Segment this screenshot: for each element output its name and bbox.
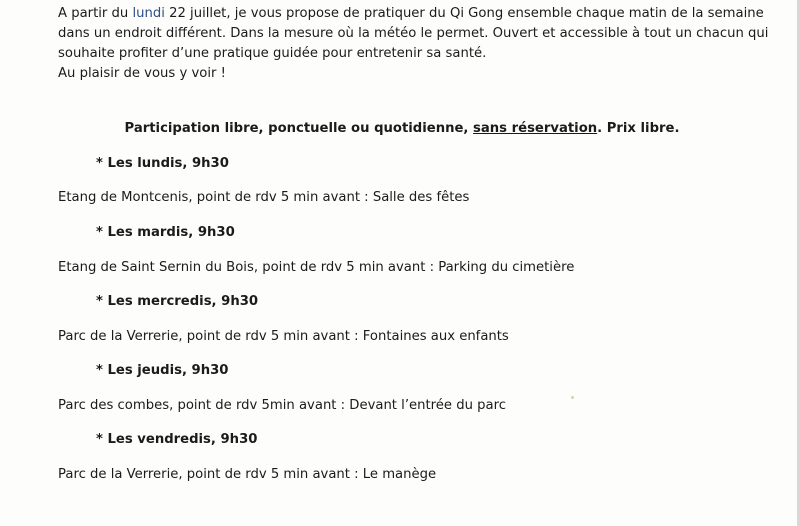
participation-line — [0, 120, 800, 138]
participation-end: . Prix libre. — [597, 121, 680, 136]
scan-speck — [571, 396, 574, 399]
schedule-location-wednesday: Parc de la Verrerie, point de rdv 5 min avant : Fontaines aux enfants — [58, 329, 509, 344]
schedule-location-tuesday: Etang de Saint Sernin du Bois, point de rdv 5 min avant : Parking du cimetière — [58, 260, 575, 275]
schedule-day-tuesday: * Les mardis, 9h30 — [96, 225, 235, 240]
intro-line-2: dans un endroit différent. Dans la mesure où la météo le permet. Ouvert et accessible à tout un chacun qui — [58, 26, 769, 41]
participation-underlined: sans réservation — [473, 121, 598, 136]
schedule-day-friday: * Les vendredis, 9h30 — [96, 432, 258, 447]
schedule-location-monday: Etang de Montcenis, point de rdv 5 min avant : Salle des fêtes — [58, 190, 470, 205]
intro-line-1-start: A partir du — [58, 6, 133, 21]
schedule-day-monday: * Les lundis, 9h30 — [96, 156, 229, 171]
intro-lundi-word: lundi — [132, 6, 165, 21]
intro-line-1 — [58, 5, 764, 23]
intro-line-3: souhaite profiter d’une pratique guidée pour entretenir sa santé. — [58, 46, 487, 61]
intro-line-1-end: 22 juillet, je vous propose de pratiquer du Qi Gong ensemble chaque matin de la semaine — [164, 6, 764, 21]
intro-line-4: Au plaisir de vous y voir ! — [58, 66, 226, 81]
schedule-location-friday: Parc de la Verrerie, point de rdv 5 min avant : Le manège — [58, 467, 437, 482]
schedule-day-wednesday: * Les mercredis, 9h30 — [96, 294, 259, 309]
schedule-location-thursday: Parc des combes, point de rdv 5min avant : Devant l’entrée du parc — [58, 398, 506, 413]
participation-start: Participation libre, ponctuelle ou quotidienne, — [124, 121, 474, 136]
schedule-day-thursday: * Les jeudis, 9h30 — [96, 363, 229, 378]
